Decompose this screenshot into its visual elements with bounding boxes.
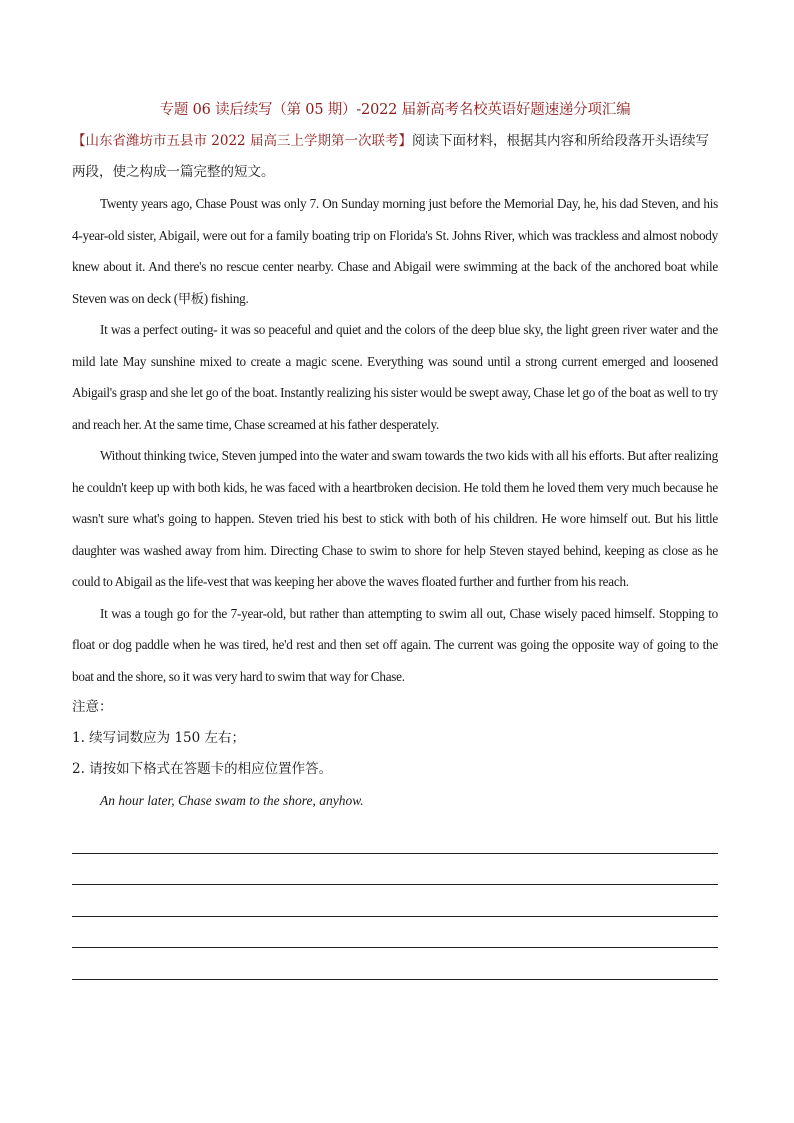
answer-lines: [72, 822, 718, 980]
passage-paragraph-2: It was a perfect outing- it was so peaceful and quiet and the colors of the deep blue sky, the light green river water and the mild late May sunshine mixed to create a magic scene. Everything was sound until a strong current emerged and loosened Abigail's grasp and she let go of the boat. Instantly realizing his sister would be swept away, Chase let go of the boat as well to try and reach her. At the same time, Chase screamed at his father desperately.: [72, 322, 718, 432]
answer-line: [72, 917, 718, 949]
passage-paragraph-3: Without thinking twice, Steven jumped into the water and swam towards the two kids with all his efforts. But after realizing he couldn't keep up with both kids, he was faced with a heartbroken decision. He told them he loved them very much because he wasn't sure what's going to happen. Steven tried his best to stick with both of his children. He wore himself out. But his little daughter was washed away from him. Directing Chase to swim to shore for help Steven stayed behind, keeping as close as he could to Abigail as the life-vest that was keeping her above the waves floated further and further from his reach.: [72, 448, 718, 589]
exam-source: 【山东省潍坊市五县市 2022 届高三上学期第一次联考】: [72, 133, 412, 149]
instructions: [72, 126, 718, 188]
passage-paragraph-4: It was a tough go for the 7-year-old, but rather than attempting to swim all out, Chase wisely paced himself. Stopping to float or dog paddle when he was tired, he'd rest and then set off again. The current was going the opposite way of going to the boat and the shore, so it was very hard to swim that way for Chase.: [72, 605, 718, 684]
answer-line: [72, 822, 718, 854]
note-item-1: 1. 续写词数应为 150 左右；: [72, 730, 246, 746]
answer-line: [72, 885, 718, 917]
instructions-text: 阅读下面材料，根据其内容和所给段落开头语续写两段，使之构成一篇完整的短文。: [72, 133, 709, 180]
document-page: [72, 98, 718, 980]
continuation-prompt: An hour later, Chase swam to the shore, anyhow.: [100, 793, 364, 808]
notes-heading: 注意：: [72, 699, 113, 715]
answer-line: [72, 854, 718, 886]
document-title: 专题 06 读后续写（第 05 期）-2022 届新高考名校英语好题速递分项汇编: [159, 102, 631, 118]
passage-paragraph-1: Twenty years ago, Chase Poust was only 7. On Sunday morning just before the Memorial Day, he, his dad Steven, and his 4-year-old sister, Abigail, were out for a family boating trip on Florida's St. Johns River, which was trackless and almost nobody knew about it. And there's no rescue center nearby. Chase and Abigail were swimming at the back of the anchored boat while Steven was on deck (甲板) fishing.: [72, 196, 718, 306]
note-item-2: 2. 请按如下格式在答题卡的相应位置作答。: [72, 761, 333, 777]
answer-line: [72, 948, 718, 980]
